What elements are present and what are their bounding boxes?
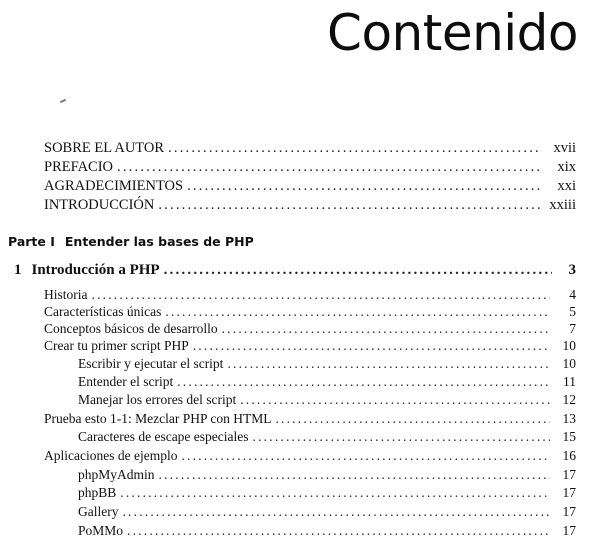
toc-entry-page: xxi <box>557 178 576 194</box>
dot-leader <box>127 523 550 539</box>
toc-entry-page: 5 <box>569 304 576 319</box>
dot-leader <box>164 262 552 279</box>
toc-entry-page: xxiii <box>549 197 576 213</box>
dot-leader <box>120 485 550 501</box>
dot-leader <box>168 140 542 157</box>
toc-entry-preface <box>44 159 576 179</box>
toc-entry-page: 16 <box>562 448 576 463</box>
toc-entry-label: Escribir y ejecutar el script <box>78 356 224 371</box>
toc-entry-page: xvii <box>553 140 576 156</box>
toc-subentry <box>78 504 576 520</box>
toc-entry-label: Caracteres de escape especiales <box>78 429 249 444</box>
dot-leader <box>165 304 550 320</box>
toc-entry <box>44 321 576 337</box>
toc-entry-page: 11 <box>563 374 576 389</box>
toc-entry-acknowledgements <box>44 178 576 198</box>
toc-entry-page: 17 <box>562 523 576 538</box>
toc-entry-label: Aplicaciones de ejemplo <box>44 448 178 463</box>
dot-leader <box>92 287 551 303</box>
toc-subentry <box>78 356 576 372</box>
toc-entry-label: PoMMo <box>78 523 124 538</box>
toc-subentry <box>78 467 576 483</box>
toc-entry-label: Conceptos básicos de desarrollo <box>44 321 218 336</box>
dot-leader <box>122 504 550 520</box>
toc-subentry <box>78 374 576 390</box>
toc-entry-page: 15 <box>562 429 576 444</box>
toc-entry-label: INTRODUCCIÓN <box>44 197 155 213</box>
toc-entry-page: 12 <box>562 392 576 407</box>
dot-leader <box>117 159 542 176</box>
toc-entry-label: Gallery <box>78 504 119 519</box>
dot-leader <box>253 429 550 445</box>
dot-leader <box>159 467 550 483</box>
chapter-title: Introducción a PHP <box>31 262 160 278</box>
toc-entry-label: Entender el script <box>78 374 174 389</box>
toc-entry-label: phpBB <box>78 485 117 500</box>
toc-entry-label: Prueba esto 1-1: Mezclar PHP con HTML <box>44 411 272 426</box>
toc-entry-label: phpMyAdmin <box>78 467 155 482</box>
toc-entry-page: 4 <box>569 287 576 302</box>
toc-entry-page: 17 <box>562 504 576 519</box>
toc-subentry <box>78 485 576 501</box>
scan-speck <box>60 99 66 103</box>
toc-entry-about-author <box>44 140 576 160</box>
dot-leader <box>158 197 542 214</box>
toc-entry <box>44 338 576 354</box>
toc-entry-label: Crear tu primer script PHP <box>44 338 189 353</box>
toc-entry-label: Historia <box>44 287 88 302</box>
toc-entry-page: 7 <box>569 321 576 336</box>
toc-entry <box>44 304 576 320</box>
chapter-number: 1 <box>14 262 22 278</box>
toc-entry-label: AGRADECIMIENTOS <box>44 178 184 194</box>
chapter-page: 3 <box>568 262 576 278</box>
dot-leader <box>275 411 550 427</box>
toc-entry <box>44 287 576 303</box>
part-prefix: Parte I <box>8 234 55 249</box>
dot-leader <box>187 178 542 195</box>
dot-leader <box>177 374 550 390</box>
toc-entry-page: 13 <box>562 411 576 426</box>
dot-leader <box>222 321 550 337</box>
dot-leader <box>181 448 550 464</box>
toc-subentry <box>78 392 576 408</box>
toc-entry-label: Manejar los errores del script <box>78 392 237 407</box>
part-title: Entender las bases de PHP <box>64 234 254 249</box>
toc-entry-introduction <box>44 197 576 217</box>
dot-leader <box>240 392 550 408</box>
toc-entry-label: Características únicas <box>44 304 162 319</box>
page-title: Contenido <box>327 4 578 62</box>
toc-entry-label: SOBRE EL AUTOR <box>44 140 165 156</box>
chapter-label <box>14 262 160 279</box>
toc-entry <box>44 411 576 427</box>
toc-entry-page: 10 <box>562 338 576 353</box>
toc-entry-page: 17 <box>562 485 576 500</box>
toc-subentry <box>78 523 576 539</box>
dot-leader <box>193 338 550 354</box>
toc-entry-page: 17 <box>562 467 576 482</box>
toc-entry-page: xix <box>557 159 576 175</box>
dot-leader <box>227 356 550 372</box>
toc-subentry <box>78 429 576 445</box>
part-heading <box>8 234 254 249</box>
toc-entry <box>44 448 576 464</box>
toc-entry-page: 10 <box>562 356 576 371</box>
toc-entry-label: PREFACIO <box>44 159 114 175</box>
chapter-entry <box>14 262 576 279</box>
